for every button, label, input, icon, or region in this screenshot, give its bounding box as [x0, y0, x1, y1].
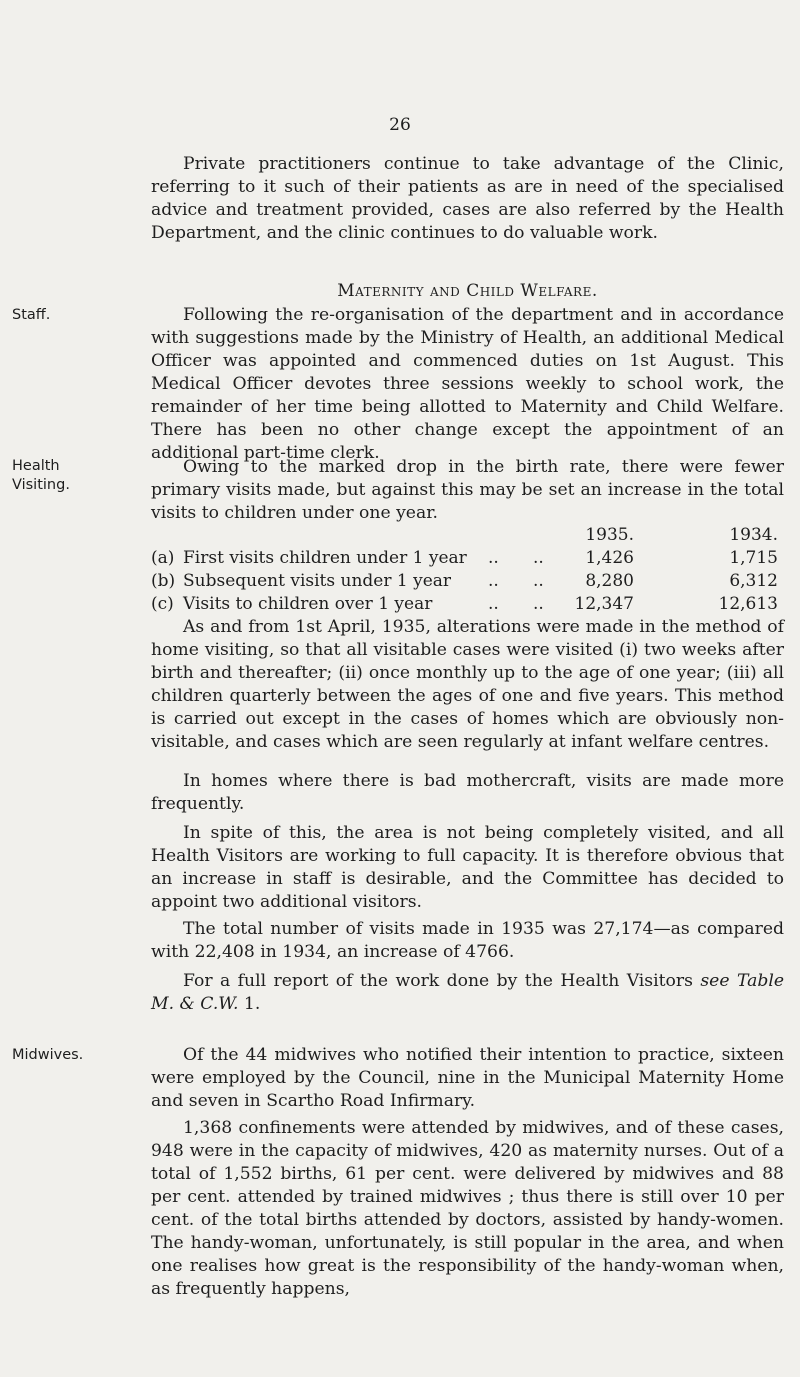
paragraph-midwives-2 — [151, 1117, 784, 1301]
row-description: First visits children under 1 year — [183, 548, 467, 568]
margin-note-line: Visiting. — [12, 477, 70, 493]
paragraph-health-intro — [151, 456, 784, 525]
paragraph-text: Following the re-organisation of the department and in accordance with suggestions made by the Ministry of Health, an additional Medical Officer was appointed and commenced duties on 1st August. This Medical Officer devotes three sessions weekly to school work, the remainder of her time being allotted to Maternity and Child Welfare. There has been no other change except the appointment of an additional part-time clerk. — [151, 305, 784, 463]
leader-dots: .. — [533, 571, 544, 591]
paragraph-text: Private practitioners continue to take advantage of the Clinic, referring to it such of their patients as are in need of the specialised advice and treatment provided, cases are also referred by the Health Department, and the clinic continues to do valuable work. — [151, 154, 784, 243]
table-row — [151, 547, 784, 570]
leader-dots: .. — [533, 594, 544, 614]
paragraph-text — [151, 970, 784, 1016]
value-1934: 1,715 — [729, 548, 778, 568]
section-heading: Maternity and Child Welfare. — [337, 281, 598, 301]
year-header: 1935. — [585, 525, 634, 545]
table-header-row — [151, 524, 784, 547]
row-label: (b) — [151, 571, 176, 591]
paragraph-midwives-1 — [151, 1044, 784, 1113]
table-row — [151, 570, 784, 593]
paragraph-total-visits — [151, 918, 784, 964]
paragraph-method — [151, 616, 784, 754]
margin-note-health-visiting — [12, 457, 70, 495]
paragraph-text: Owing to the marked drop in the birth rate, there were fewer primary visits made, but against this may be set an increase in the total visits to children under one year. — [151, 457, 784, 523]
value-1934: 6,312 — [729, 571, 778, 591]
row-label: (c) — [151, 594, 174, 614]
page-number: 26 — [389, 115, 411, 135]
margin-note-staff: Staff. — [12, 307, 51, 323]
paragraph-capacity — [151, 822, 784, 914]
visits-table — [151, 524, 784, 616]
margin-note-midwives: Midwives. — [12, 1047, 84, 1063]
report-text: For a full report of the work done by the Health Visitors — [183, 971, 701, 991]
paragraph-text: In spite of this, the area is not being completely visited, and all Health Visitors are working to full capacity. It is therefore obvious that an increase in staff is desirable, and the Committee has decided to appoint two additional visitors. — [151, 823, 784, 912]
paragraph-mothercraft — [151, 770, 784, 816]
report-see: see — [700, 971, 730, 991]
value-1934: 12,613 — [718, 594, 778, 614]
paragraph-text: 1,368 confinements were attended by midwives, and of these cases, 948 were in the capacity of midwives, 420 as maternity nurses. Out of a total of 1,552 births, 61 per cent. were delivered by midwives and 88 per cent. attended by trained midwives ; thus there is still over 10 per cent. of the total births attended by doctors, assisted by handy-women. The handy-woman, unfortunately, is still popular in the area, and when one realises how great is the responsibility of the handy-woman when, as frequently happens, — [151, 1118, 784, 1299]
year-header: 1934. — [729, 525, 778, 545]
leader-dots: .. — [488, 571, 499, 591]
value-1935: 12,347 — [574, 594, 634, 614]
report-text-end: 1. — [238, 994, 261, 1014]
row-description: Visits to children over 1 year — [183, 594, 433, 614]
margin-note-line: Health — [12, 458, 60, 474]
row-description: Subsequent visits under 1 year — [183, 571, 452, 591]
paragraph-text: In homes where there is bad mothercraft, visits are made more frequently. — [151, 771, 784, 814]
paragraph-clinic — [151, 153, 784, 245]
leader-dots: .. — [488, 548, 499, 568]
paragraph-staff — [151, 304, 784, 465]
value-1935: 1,426 — [585, 548, 634, 568]
row-label: (a) — [151, 548, 175, 568]
paragraph-text: As and from 1st April, 1935, alterations were made in the method of home visiting, so that all visitable cases were visited (i) two weeks after birth and thereafter; (ii) once monthly up to the age of one year; (iii) all children quarterly between the ages of one and five years. This method is carried out except in the cases of homes which are obviously non-visitable, and cases which are seen regularly at infant welfare centres. — [151, 617, 784, 752]
report-table-ref: Table M. & C.W. — [151, 971, 784, 1014]
value-1935: 8,280 — [585, 571, 634, 591]
paragraph-report — [151, 970, 784, 1016]
paragraph-text: The total number of visits made in 1935 was 27,174—as compared with 22,408 in 1934, an increase of 4766. — [151, 919, 784, 962]
paragraph-text: Of the 44 midwives who notified their intention to practice, sixteen were employed by the Council, nine in the Municipal Maternity Home and seven in Scartho Road Infirmary. — [151, 1045, 784, 1111]
leader-dots: .. — [488, 594, 499, 614]
leader-dots: .. — [533, 548, 544, 568]
table-row — [151, 593, 784, 616]
